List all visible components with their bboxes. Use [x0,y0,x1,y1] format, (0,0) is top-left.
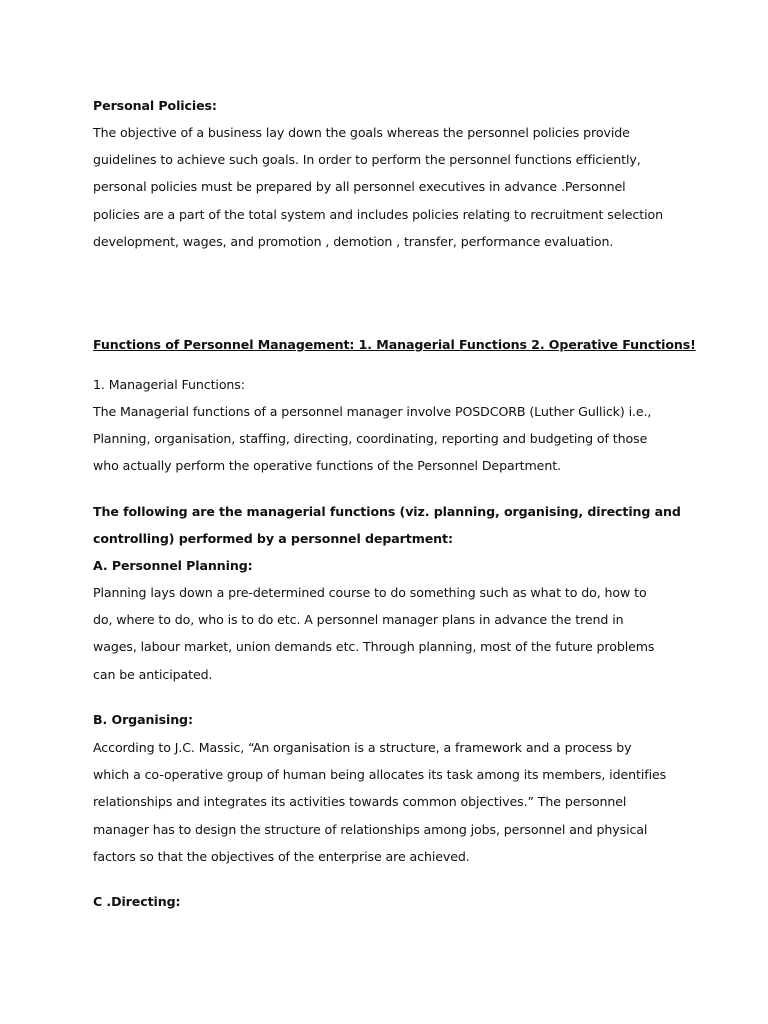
paragraph-line: can be anticipated. [93,667,213,682]
paragraph-line: relationships and integrates its activities towards common objectives.” The personnel [93,794,627,809]
paragraph-line: The Managerial functions of a personnel manager involve POSDCORB (Luther Gullick) i.e., [93,404,652,419]
paragraph-line: which a co-operative group of human being allocates its task among its members, identifies [93,767,667,782]
paragraph-line: Planning, organisation, staffing, directing, coordinating, reporting and budgeting of those [93,431,648,446]
paragraph-line: development, wages, and promotion , demotion , transfer, performance evaluation. [93,234,614,249]
paragraph-line: The objective of a business lay down the goals whereas the personnel policies provide [93,125,630,140]
heading-functions-of-personnel-management: Functions of Personnel Management: 1. Managerial Functions 2. Operative Functions! [93,337,696,352]
paragraph-line: personal policies must be prepared by all personnel executives in advance .Personnel [93,179,626,194]
paragraph-line: According to J.C. Massic, “An organisation is a structure, a framework and a process by [93,740,632,755]
subheading-managerial-functions: 1. Managerial Functions: [93,377,245,392]
heading-personal-policies: Personal Policies: [93,98,217,113]
heading-personnel-planning: A. Personnel Planning: [93,558,253,573]
bold-intro-line: controlling) performed by a personnel department: [93,531,453,546]
paragraph-line: do, where to do, who is to do etc. A personnel manager plans in advance the trend in [93,612,624,627]
bold-intro-line: The following are the managerial functions (viz. planning, organising, directing and [93,504,681,519]
paragraph-line: who actually perform the operative functions of the Personnel Department. [93,458,561,473]
heading-directing: C .Directing: [93,894,181,909]
paragraph-line: factors so that the objectives of the enterprise are achieved. [93,849,470,864]
heading-organising: B. Organising: [93,712,193,727]
paragraph-line: Planning lays down a pre-determined course to do something such as what to do, how to [93,585,647,600]
paragraph-line: policies are a part of the total system and includes policies relating to recruitment selection [93,207,663,222]
paragraph-line: guidelines to achieve such goals. In order to perform the personnel functions efficiently, [93,152,641,167]
paragraph-line: wages, labour market, union demands etc. Through planning, most of the future problems [93,639,655,654]
paragraph-line: manager has to design the structure of relationships among jobs, personnel and physical [93,822,648,837]
